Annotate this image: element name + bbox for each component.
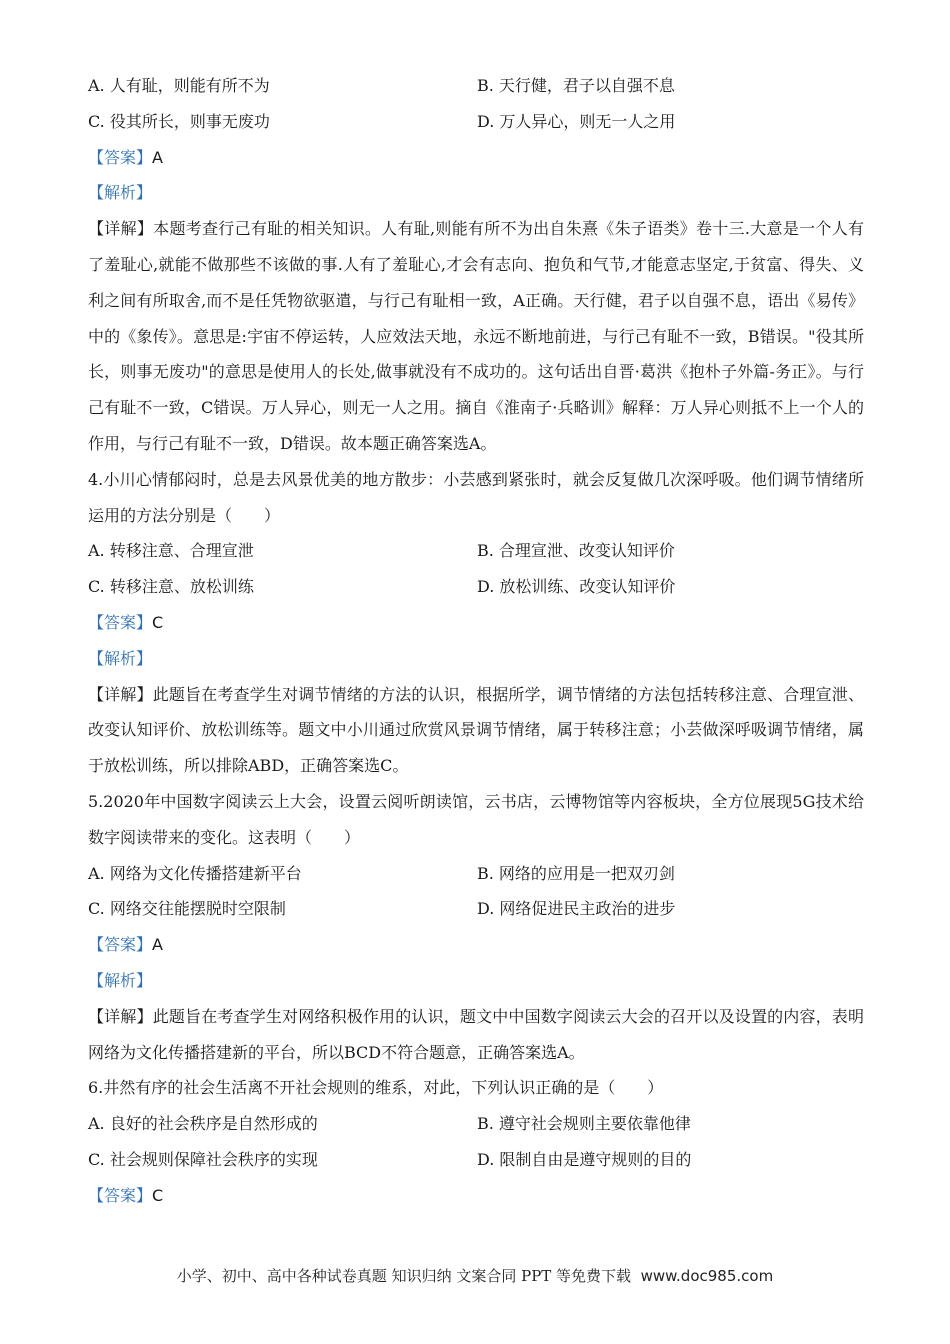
q3-options-row-2 <box>88 104 864 140</box>
q5-stem: 5.2020年中国数字阅读云上大会，设置云阅听朗读馆，云书店，云博物馆等内容板块，全方位展现5G技术给数字阅读带来的变化。这表明（ ） <box>88 791 864 847</box>
answer-tag: 【答案】 <box>88 612 153 632</box>
footer-text: 小学、初中、高中各种试卷真题 知识归纳 文案合同 PPT 等免费下载 <box>176 1267 632 1285</box>
q6-option-d: D. 限制自由是遵守规则的目的 <box>477 1149 692 1169</box>
answer-value: C <box>152 612 164 632</box>
q5-options-row-2 <box>88 891 864 927</box>
q4-options-row-1 <box>88 533 864 569</box>
detail-tag: 【详解】 <box>88 684 153 704</box>
q5-option-d: D. 网络促进民主政治的进步 <box>477 899 676 919</box>
page-footer <box>0 1265 950 1286</box>
q5-option-b: B. 网络的应用是一把双刃剑 <box>477 863 675 883</box>
q3-answer <box>88 140 864 176</box>
detail-text: 本题考查行己有耻的相关知识。人有耻,则能有所不为出自朱熹《朱子语类》卷十三.大意是一个人有了羞耻心,就能不做那些不该做的事.人有了羞耻心,才会有志向、抱负和气节,才能意志坚定,于贫富、得失、义利之间有所取舍,而不是任凭物欲驱遣，与行己有耻相一致，A正确。天行健，君子以自强不息，语出《易传》中的《象传》。意思是:宇宙不停运转，人应效法天地，永远不断地前进，与行己有耻不一致，B错误。"役其所长，则事无废功"的意思是使用人的长处,做事就没有不成功的。这句话出自晋·葛洪《抱朴子外篇-务正》。与行己有耻不一致，C错误。万人异心，则无一人之用。摘自《淮南子·兵略训》解释：万人异心则抵不上一个人的作用，与行己有耻不一致，D错误。故本题正确答案选A。 <box>88 219 864 453</box>
q6-options-row-1 <box>88 1106 864 1142</box>
q4-option-b: B. 合理宣泄、改变认知评价 <box>477 541 675 561</box>
q6-options-row-2 <box>88 1142 864 1178</box>
q4-analysis <box>88 641 864 677</box>
answer-value: A <box>152 935 163 955</box>
answer-value: A <box>152 147 163 167</box>
answer-tag: 【答案】 <box>88 1185 153 1205</box>
q4-stem: 4.小川心情郁闷时，总是去风景优美的地方散步：小芸感到紧张时，就会反复做几次深呼吸。他们调节情绪所运用的方法分别是（ ） <box>88 469 864 525</box>
detail-text: 此题旨在考查学生对网络积极作用的认识，题文中中国数字阅读云大会的召开以及设置的内容，表明网络为文化传播搭建新的平台，所以BCD不符合题意，正确答案选A。 <box>88 1006 864 1062</box>
answer-tag: 【答案】 <box>88 935 153 955</box>
analysis-tag: 【解析】 <box>88 648 153 668</box>
q6-option-b: B. 遵守社会规则主要依靠他律 <box>477 1114 691 1134</box>
q6-option-a: A. 良好的社会秩序是自然形成的 <box>88 1114 318 1134</box>
q6-answer <box>88 1178 864 1214</box>
q5-option-c: C. 网络交往能摆脱时空限制 <box>88 899 286 919</box>
q4-options-row-2 <box>88 569 864 605</box>
q3-analysis <box>88 175 864 211</box>
q5-answer <box>88 927 864 963</box>
answer-tag: 【答案】 <box>88 147 153 167</box>
answer-value: C <box>152 1185 164 1205</box>
q4-option-d: D. 放松训练、改变认知评价 <box>477 577 676 597</box>
q3-option-b: B. 天行健，君子以自强不息 <box>477 76 675 95</box>
q3-option-d: D. 万人异心，则无一人之用 <box>477 111 676 131</box>
footer-url[interactable]: www.doc985.com <box>640 1267 774 1285</box>
q5-analysis <box>88 963 864 999</box>
q5-option-a: A. 网络为文化传播搭建新平台 <box>88 863 302 883</box>
q4-detail <box>88 677 864 784</box>
q4-answer <box>88 605 864 641</box>
q6-stem: 6.井然有序的社会生活离不开社会规则的维系，对此，下列认识正确的是（ ） <box>88 1078 664 1098</box>
q5-detail <box>88 999 864 1071</box>
q3-options-row-1 <box>88 68 864 104</box>
document-page <box>88 68 864 1214</box>
q3-option-c: C. 役其所长，则事无废功 <box>88 111 270 131</box>
q5-options-row-1 <box>88 856 864 892</box>
detail-tag: 【详解】 <box>88 219 154 239</box>
q4-option-a: A. 转移注意、合理宣泄 <box>88 541 254 561</box>
q3-option-a: A. 人有耻，则能有所不为 <box>88 76 270 95</box>
q4-option-c: C. 转移注意、放松训练 <box>88 577 254 597</box>
analysis-tag: 【解析】 <box>88 183 153 203</box>
q6-option-c: C. 社会规则保障社会秩序的实现 <box>88 1149 318 1169</box>
analysis-tag: 【解析】 <box>88 970 153 990</box>
q3-detail <box>88 211 864 462</box>
detail-tag: 【详解】 <box>88 1006 153 1026</box>
detail-text: 此题旨在考查学生对调节情绪的方法的认识，根据所学，调节情绪的方法包括转移注意、合理宣泄、改变认知评价、放松训练等。题文中小川通过欣赏风景调节情绪，属于转移注意；小芸做深呼吸调节情绪，属于放松训练，所以排除ABD，正确答案选C。 <box>88 684 864 776</box>
